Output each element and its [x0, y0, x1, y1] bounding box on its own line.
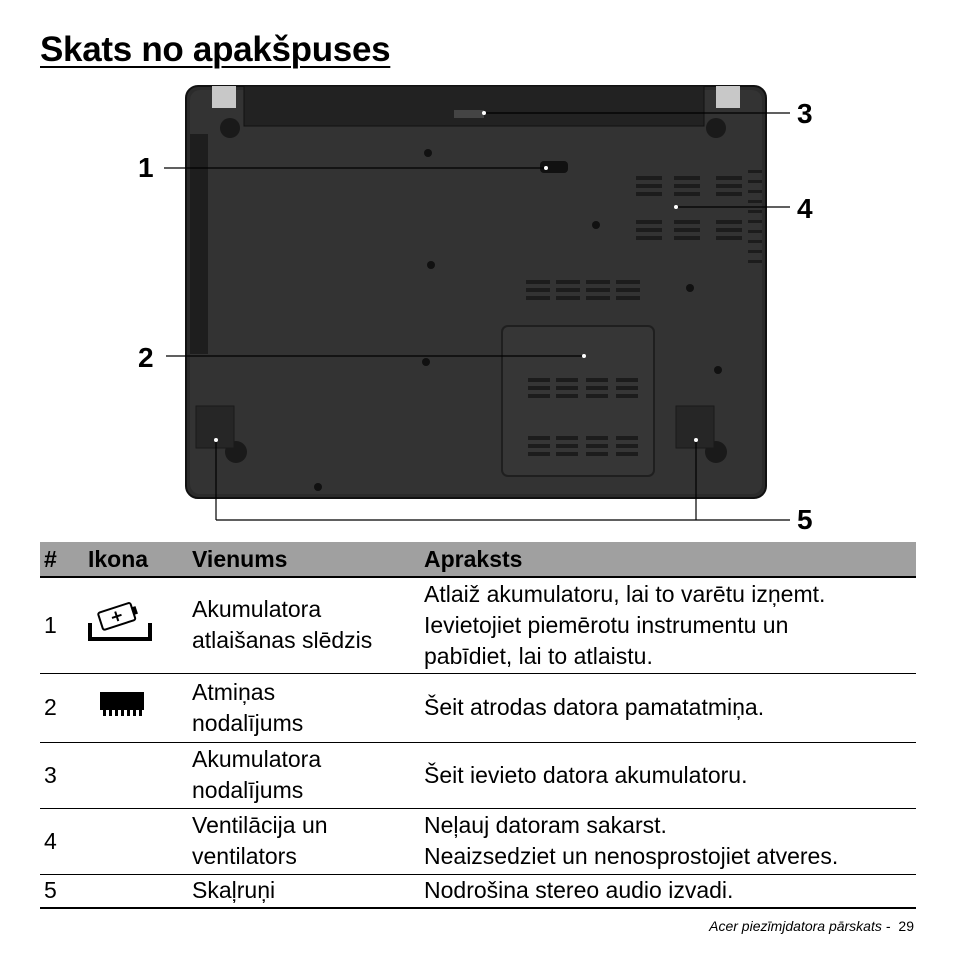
battery-compartment	[244, 86, 704, 126]
row-icon-cell	[84, 673, 188, 742]
row-num: 1	[40, 577, 84, 673]
page-number: 29	[898, 918, 914, 934]
row-item: Skaļruņi	[188, 874, 420, 908]
row-description: Šeit ievieto datora akumulatoru.	[420, 742, 916, 808]
header-item: Vienums	[188, 542, 420, 577]
callout-3: 3	[797, 98, 813, 129]
callout-5: 5	[797, 504, 813, 535]
row-num: 5	[40, 874, 84, 908]
table-row	[40, 742, 916, 808]
footer-text: Acer piezīmjdatora pārskats -	[709, 918, 891, 934]
callout-2: 2	[138, 342, 154, 373]
row-icon-cell	[84, 742, 188, 808]
row-num: 2	[40, 673, 84, 742]
table-row	[40, 874, 916, 908]
component-table	[40, 542, 916, 909]
header-description: Apraksts	[420, 542, 916, 577]
row-item: Akumulatora atlaišanas slēdzis	[188, 577, 420, 673]
row-icon-cell	[84, 808, 188, 874]
row-description: Nodrošina stereo audio izvadi.	[420, 874, 916, 908]
row-description: Atlaiž akumulatoru, lai to varētu izņemt. Ievietojiet piemērotu instrumentu un pabīdiet, lai to atlaistu.	[420, 577, 916, 673]
foot	[706, 118, 726, 138]
memory-module-icon	[98, 690, 146, 718]
table-row	[40, 577, 916, 673]
row-icon-cell	[84, 874, 188, 908]
row-num: 4	[40, 808, 84, 874]
page-footer	[709, 918, 914, 934]
callout-1: 1	[138, 152, 154, 183]
row-item: Atmiņas nodalījums	[188, 673, 420, 742]
row-num: 3	[40, 742, 84, 808]
callout-4: 4	[797, 193, 813, 224]
row-item: Akumulatora nodalījums	[188, 742, 420, 808]
table-row	[40, 673, 916, 742]
table-header-row	[40, 542, 916, 577]
row-item: Ventilācija un ventilators	[188, 808, 420, 874]
header-icon: Ikona	[84, 542, 188, 577]
table-row	[40, 808, 916, 874]
foot	[220, 118, 240, 138]
battery-release-latch	[540, 161, 568, 173]
header-num: #	[40, 542, 84, 577]
row-description: Šeit atrodas datora pamatatmiņa.	[420, 673, 916, 742]
page-title: Skats no apakšpuses	[40, 30, 391, 69]
row-icon-cell	[84, 577, 188, 673]
row-description: Neļauj datoram sakarst. Neaizsedziet un nenosprostojiet atveres.	[420, 808, 916, 874]
battery-release-icon	[88, 599, 152, 643]
